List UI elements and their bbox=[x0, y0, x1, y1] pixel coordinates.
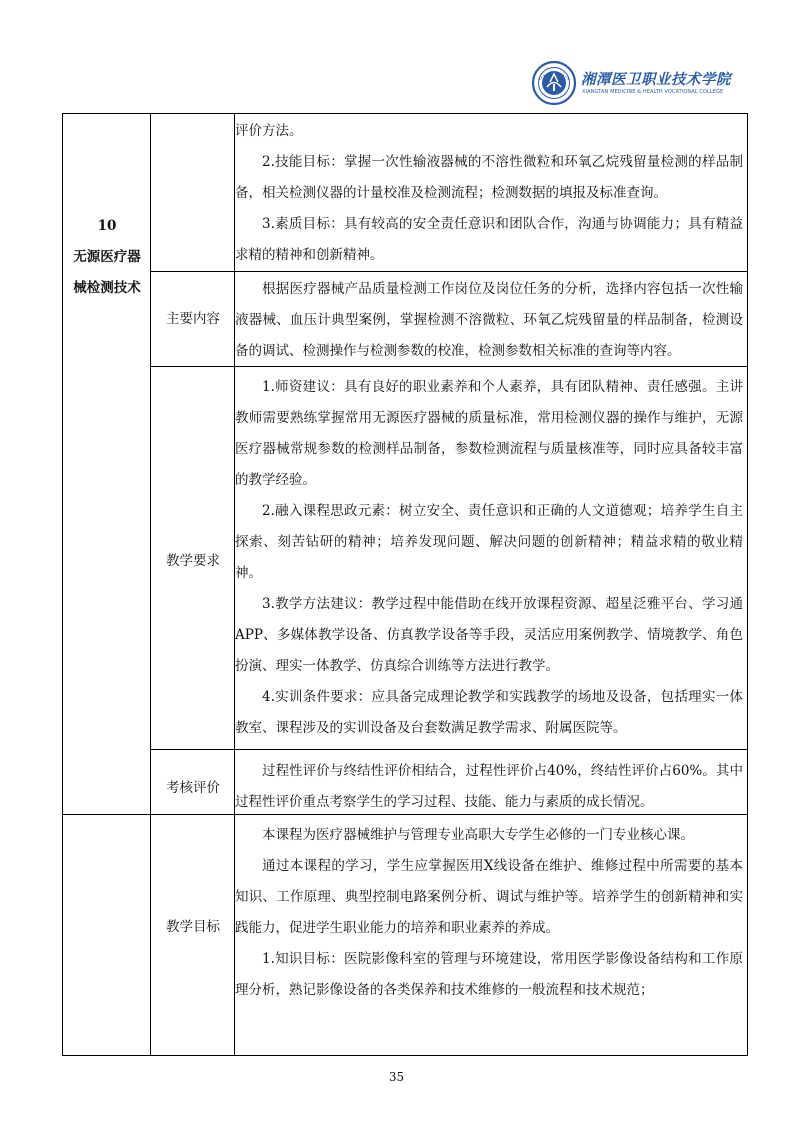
main-content-text bbox=[235, 274, 743, 367]
school-logo bbox=[531, 60, 731, 110]
course-number: 10 bbox=[97, 218, 117, 234]
assessment-para: 过程性评价与终结性评价相结合，过程性评价占40%，终结性评价占60%。其中过程性评价重点考察学生的学习过程、技能、能力与素质的成长情况。 bbox=[235, 763, 743, 810]
requirement-para: 4.实训条件要求：应具备完成理论教学和实践教学的场地及设备，包括理实一体教室、课程涉及的实训设备及台套数满足教学需求、附属医院等。 bbox=[235, 689, 743, 736]
requirement-para: 3.教学方法建议：教学过程中能借助在线开放课程资源、超星泛雅平台、学习通APP、多媒体教学设备、仿真教学设备等手段，灵活应用案例教学、情境教学、角色扮演、理实一体教学、仿真综合训练等方法进行教学。 bbox=[235, 596, 743, 674]
label-assessment: 考核评价 bbox=[166, 780, 220, 796]
requirement-para: 1.师资建议：具有良好的职业素养和个人素养，具有团队精神、责任感强。主讲教师需要熟练掌握常用无源医疗器械的质量标准，常用检测仪器的操作与维护，无源医疗器械常规参数的检测样品制备，参数检测流程与质量核准等，同时应具备较丰富的教学经验。 bbox=[235, 379, 743, 488]
objective-para: 通过本课程的学习，学生应掌握医用X线设备在维护、维修过程中所需要的基本知识、工作原理、典型控制电路案例分析、调试与维护等。培养学生的创新精神和实践能力，促进学生职业能力的培养和职业素养的养成。 bbox=[235, 858, 743, 936]
school-name-en: XIANGTAN MEDICINE & HEALTH VOCATIONAL COLLEGE bbox=[582, 89, 724, 95]
school-seal-icon bbox=[531, 60, 577, 106]
page-number: 35 bbox=[388, 1070, 405, 1084]
label-main-content: 主要内容 bbox=[166, 311, 220, 327]
row-divider bbox=[150, 749, 747, 750]
course-name-line2: 械检测技术 bbox=[73, 280, 141, 296]
row-divider bbox=[150, 271, 747, 272]
label-teaching-requirements: 教学要求 bbox=[166, 553, 220, 569]
teaching-objectives-text bbox=[235, 820, 743, 1006]
objectives-para: 2.技能目标：掌握一次性输液器械的不溶性微粒和环氧乙烷残留量检测的样品制备，相关检测仪器的计量校准及检测流程；检测数据的填报及标准查询。 bbox=[235, 154, 743, 201]
course-name-line1: 无源医疗器 bbox=[73, 249, 141, 265]
objective-para: 1.知识目标：医院影像科室的管理与环境建设，常用医学影像设备结构和工作原理分析，熟记影像设备的各类保养和技术维修的一般流程和技术规范； bbox=[235, 951, 743, 998]
objectives-continued-content bbox=[235, 116, 743, 271]
school-name-cn: 湘潭医卫职业技术学院 bbox=[581, 71, 731, 88]
requirement-para: 2.融入课程思政元素：树立安全、责任意识和正确的人文道德观；培养学生自主探索、刻苦钻研的精神；培养发现问题、解决问题的创新精神；精益求精的敬业精神。 bbox=[235, 503, 743, 581]
teaching-requirements-text bbox=[235, 372, 743, 744]
label-teaching-objectives: 教学目标 bbox=[166, 919, 220, 935]
objectives-para: 评价方法。 bbox=[235, 123, 303, 139]
main-content-para: 根据医疗器械产品质量检测工作岗位及岗位任务的分析，选择内容包括一次性输液器械、血压计典型案例，掌握检测不溶微粒、环氧乙烷残留量的样品制备，检测设备的调试、检测操作与检测参数的校准，检测参数相关标准的查询等内容。 bbox=[235, 281, 743, 359]
objective-para: 本课程为医疗器械维护与管理专业高职大专学生必修的一门专业核心课。 bbox=[262, 827, 694, 843]
objectives-para: 3.素质目标：具有较高的安全责任意识和团队合作，沟通与协调能力；具有精益求精的精神和创新精神。 bbox=[235, 216, 743, 263]
course-table bbox=[62, 113, 748, 1056]
assessment-text bbox=[235, 756, 743, 818]
